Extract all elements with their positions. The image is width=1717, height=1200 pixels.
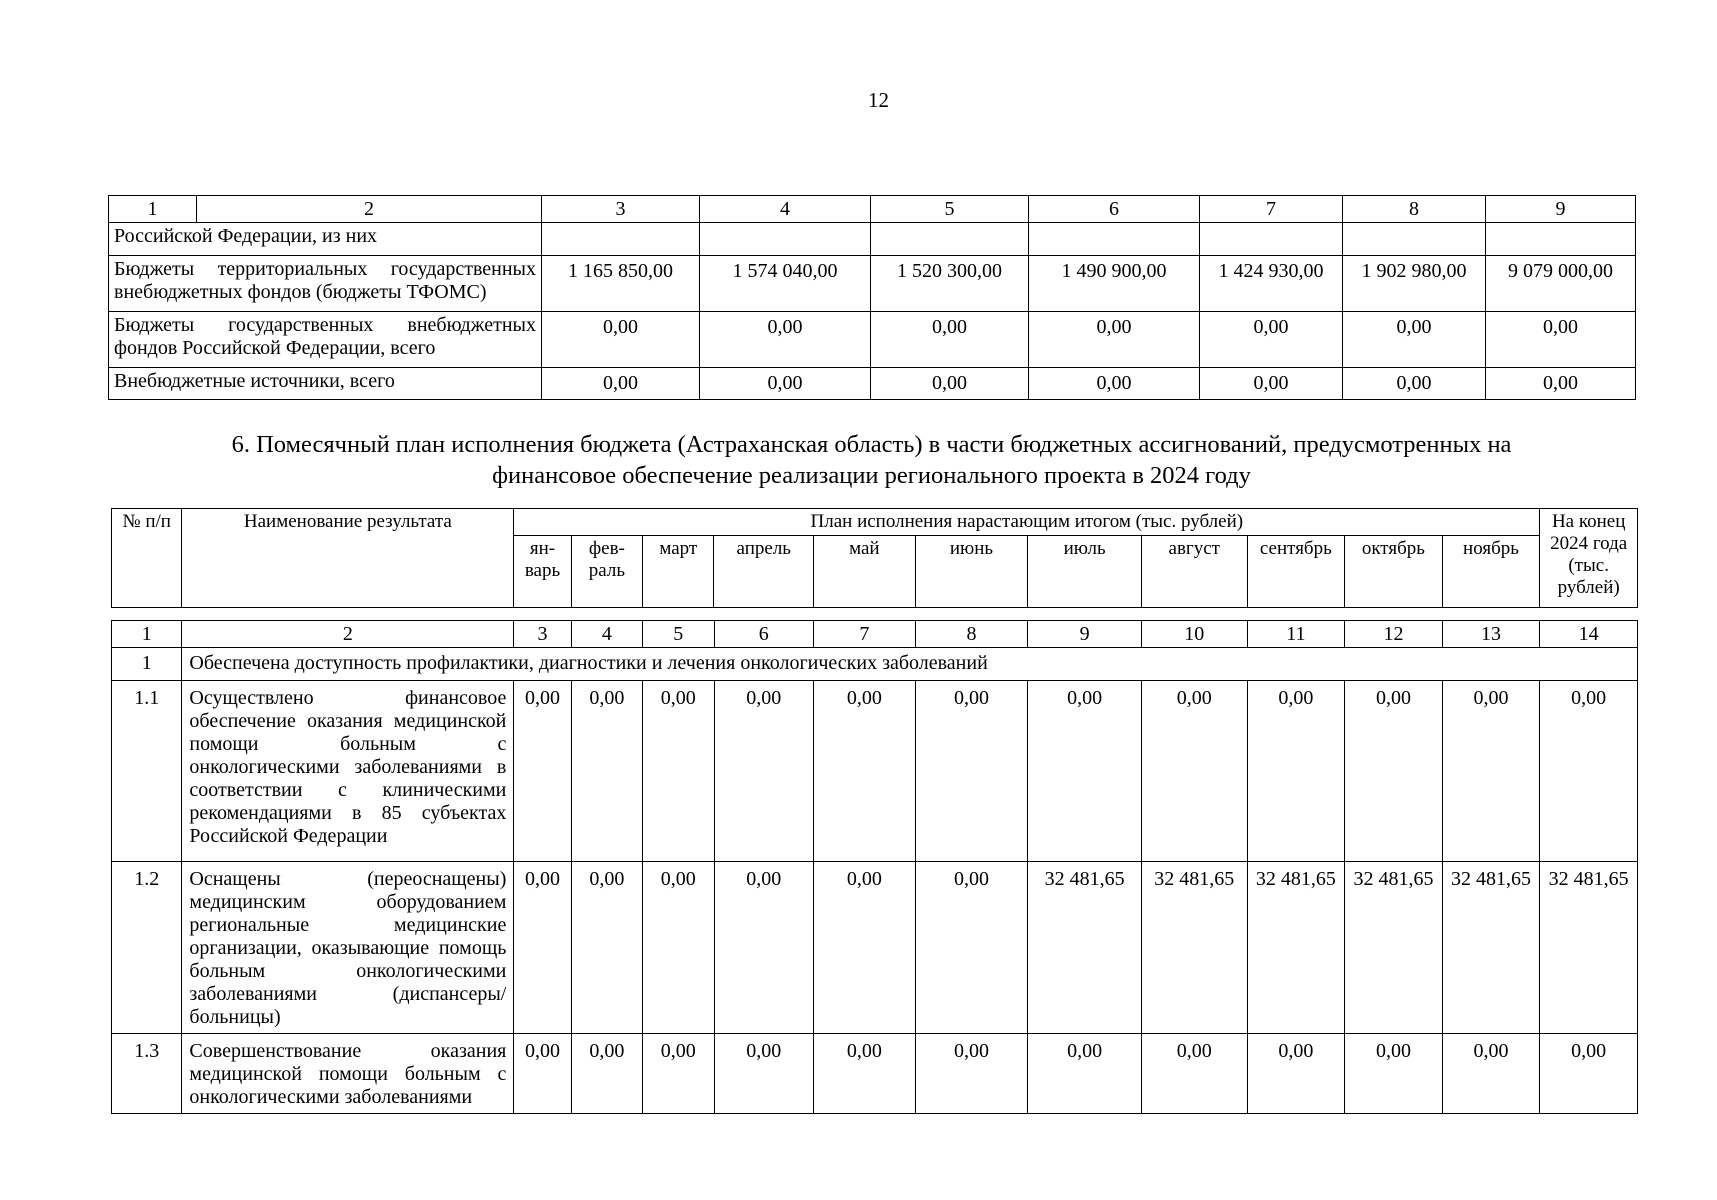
cell-value: 1 902 980,00	[1343, 256, 1486, 312]
col-number: 7	[1200, 196, 1343, 223]
column-number-row	[109, 196, 1636, 223]
cell-value: 0,00	[1343, 312, 1486, 368]
cell-value	[871, 223, 1029, 256]
cell-value: 0,00	[1540, 1034, 1638, 1114]
col-number: 4	[571, 621, 642, 648]
result-name: Совершенствование оказания медицинской помощи больным с онкологическими заболеваниями	[182, 1034, 514, 1114]
col-number: 6	[1029, 196, 1200, 223]
result-name: Осуществлено финансовое обеспечение оказания медицинской помощи больным с онкологическими заболеваниями в соответствии с клиническими рекомендациями в 85 субъектах Российской Федерации	[182, 681, 514, 862]
cell-value: 32 481,65	[1345, 862, 1443, 1034]
cell-value: 0,00	[643, 862, 714, 1034]
cell-value: 0,00	[871, 368, 1029, 400]
cell-value: 1 574 040,00	[700, 256, 871, 312]
month-header: ноябрь	[1442, 535, 1540, 607]
col-number: 8	[915, 621, 1028, 648]
table-row	[112, 681, 1638, 862]
cell-value: 1 490 900,00	[1029, 256, 1200, 312]
row-index: 1.2	[112, 862, 182, 1034]
cell-value	[1029, 223, 1200, 256]
cell-value: 0,00	[1345, 1034, 1443, 1114]
cell-value	[1343, 223, 1486, 256]
month-header: апрель	[714, 535, 814, 607]
row-index: 1.3	[112, 1034, 182, 1114]
cell-value: 0,00	[514, 1034, 571, 1114]
cell-value: 0,00	[1141, 1034, 1247, 1114]
col-number: 8	[1343, 196, 1486, 223]
budget-sources-table	[108, 195, 1636, 400]
cell-value: 0,00	[1247, 681, 1345, 862]
month-header: октябрь	[1345, 535, 1443, 607]
result-name: Оснащены (переоснащены) медицинским оборудованием региональные медицинские организации, оказывающие помощь больным онкологическими заболеваниями (диспансеры/больницы)	[182, 862, 514, 1034]
row-label: Внебюджетные источники, всего	[109, 368, 542, 400]
row-index: 1.1	[112, 681, 182, 862]
table-row	[112, 1034, 1638, 1114]
month-header: август	[1141, 535, 1247, 607]
table-row	[109, 312, 1636, 368]
cell-value: 32 481,65	[1247, 862, 1345, 1034]
col-number: 10	[1141, 621, 1247, 648]
cell-value: 0,00	[871, 312, 1029, 368]
cell-value: 0,00	[814, 1034, 916, 1114]
col-number: 5	[871, 196, 1029, 223]
group-index: 1	[112, 648, 182, 681]
cell-value: 0,00	[1200, 312, 1343, 368]
month-header: фев-раль	[571, 535, 642, 607]
month-header: июнь	[915, 535, 1028, 607]
col-number: 1	[112, 621, 182, 648]
cell-value: 0,00	[814, 681, 916, 862]
cell-value: 0,00	[1141, 681, 1247, 862]
cell-value: 0,00	[1200, 368, 1343, 400]
cell-value: 1 520 300,00	[871, 256, 1029, 312]
cell-value	[1486, 223, 1636, 256]
table-row	[112, 862, 1638, 1034]
monthly-plan-header	[111, 508, 1638, 608]
section-title-line: финансовое обеспечение реализации регионального проекта в 2024 году	[492, 461, 1251, 489]
table-row	[109, 223, 1636, 256]
cell-value: 0,00	[643, 1034, 714, 1114]
col-number: 1	[109, 196, 197, 223]
cell-value: 0,00	[1486, 368, 1636, 400]
month-header: сентябрь	[1247, 535, 1345, 607]
cell-value: 0,00	[915, 681, 1028, 862]
plan-header: План исполнения нарастающим итогом (тыс. рублей)	[514, 509, 1540, 536]
col-name-header: Наименование результата	[182, 509, 514, 608]
column-number-row	[112, 621, 1638, 648]
row-label: Российской Федерации, из них	[109, 223, 542, 256]
cell-value	[1200, 223, 1343, 256]
month-header: май	[814, 535, 916, 607]
cell-value: 0,00	[571, 1034, 642, 1114]
page-number: 12	[868, 88, 889, 112]
cell-value: 0,00	[814, 862, 916, 1034]
cell-value: 0,00	[915, 862, 1028, 1034]
table-row	[109, 256, 1636, 312]
cell-value: 32 481,65	[1028, 862, 1142, 1034]
cell-value: 0,00	[1029, 368, 1200, 400]
cell-value: 0,00	[514, 862, 571, 1034]
col-number: 12	[1345, 621, 1443, 648]
col-number: 14	[1540, 621, 1638, 648]
cell-value: 0,00	[700, 312, 871, 368]
cell-value: 0,00	[1442, 681, 1540, 862]
cell-value: 9 079 000,00	[1486, 256, 1636, 312]
cell-value: 0,00	[1540, 681, 1638, 862]
cell-value: 0,00	[1486, 312, 1636, 368]
cell-value: 0,00	[1345, 681, 1443, 862]
cell-value: 0,00	[714, 1034, 814, 1114]
col-number: 5	[643, 621, 714, 648]
cell-value	[542, 223, 700, 256]
col-number: 2	[197, 196, 542, 223]
cell-value: 1 165 850,00	[542, 256, 700, 312]
monthly-plan-table	[111, 620, 1638, 1114]
col-number: 3	[514, 621, 571, 648]
section-title-line: 6. Помесячный план исполнения бюджета (Астраханская область) в части бюджетных ассигнований, предусмотренных на	[231, 431, 1512, 458]
cell-value: 32 481,65	[1442, 862, 1540, 1034]
col-no-header: № п/п	[112, 509, 182, 608]
cell-value: 0,00	[571, 862, 642, 1034]
group-row	[112, 648, 1638, 681]
cell-value: 0,00	[714, 862, 814, 1034]
cell-value: 0,00	[514, 681, 571, 862]
cell-value: 0,00	[542, 368, 700, 400]
table-row	[109, 368, 1636, 400]
col-number: 4	[700, 196, 871, 223]
cell-value: 0,00	[1028, 1034, 1142, 1114]
row-label: Бюджеты государственных внебюджетных фондов Российской Федерации, всего	[109, 312, 542, 368]
col-number: 3	[542, 196, 700, 223]
month-header: июль	[1028, 535, 1142, 607]
cell-value: 0,00	[1442, 1034, 1540, 1114]
col-number: 11	[1247, 621, 1345, 648]
group-title: Обеспечена доступность профилактики, диагностики и лечения онкологических заболеваний	[182, 648, 1638, 681]
cell-value: 0,00	[700, 368, 871, 400]
row-label: Бюджеты территориальных государственных внебюджетных фондов (бюджеты ТФОМС)	[109, 256, 542, 312]
cell-value: 0,00	[542, 312, 700, 368]
cell-value: 32 481,65	[1141, 862, 1247, 1034]
end-of-year-header: На конец 2024 года (тыс. рублей)	[1540, 509, 1638, 608]
col-number: 6	[714, 621, 814, 648]
cell-value: 32 481,65	[1540, 862, 1638, 1034]
cell-value: 0,00	[1343, 368, 1486, 400]
col-number: 9	[1028, 621, 1142, 648]
month-header: март	[643, 535, 714, 607]
col-number: 7	[814, 621, 916, 648]
cell-value: 0,00	[643, 681, 714, 862]
cell-value: 0,00	[714, 681, 814, 862]
cell-value	[700, 223, 871, 256]
col-number: 2	[182, 621, 514, 648]
col-number: 13	[1442, 621, 1540, 648]
col-number: 9	[1486, 196, 1636, 223]
month-header: ян-варь	[514, 535, 571, 607]
cell-value: 1 424 930,00	[1200, 256, 1343, 312]
section-title	[108, 430, 1635, 491]
cell-value: 0,00	[1029, 312, 1200, 368]
cell-value: 0,00	[571, 681, 642, 862]
cell-value: 0,00	[1028, 681, 1142, 862]
cell-value: 0,00	[915, 1034, 1028, 1114]
cell-value: 0,00	[1247, 1034, 1345, 1114]
